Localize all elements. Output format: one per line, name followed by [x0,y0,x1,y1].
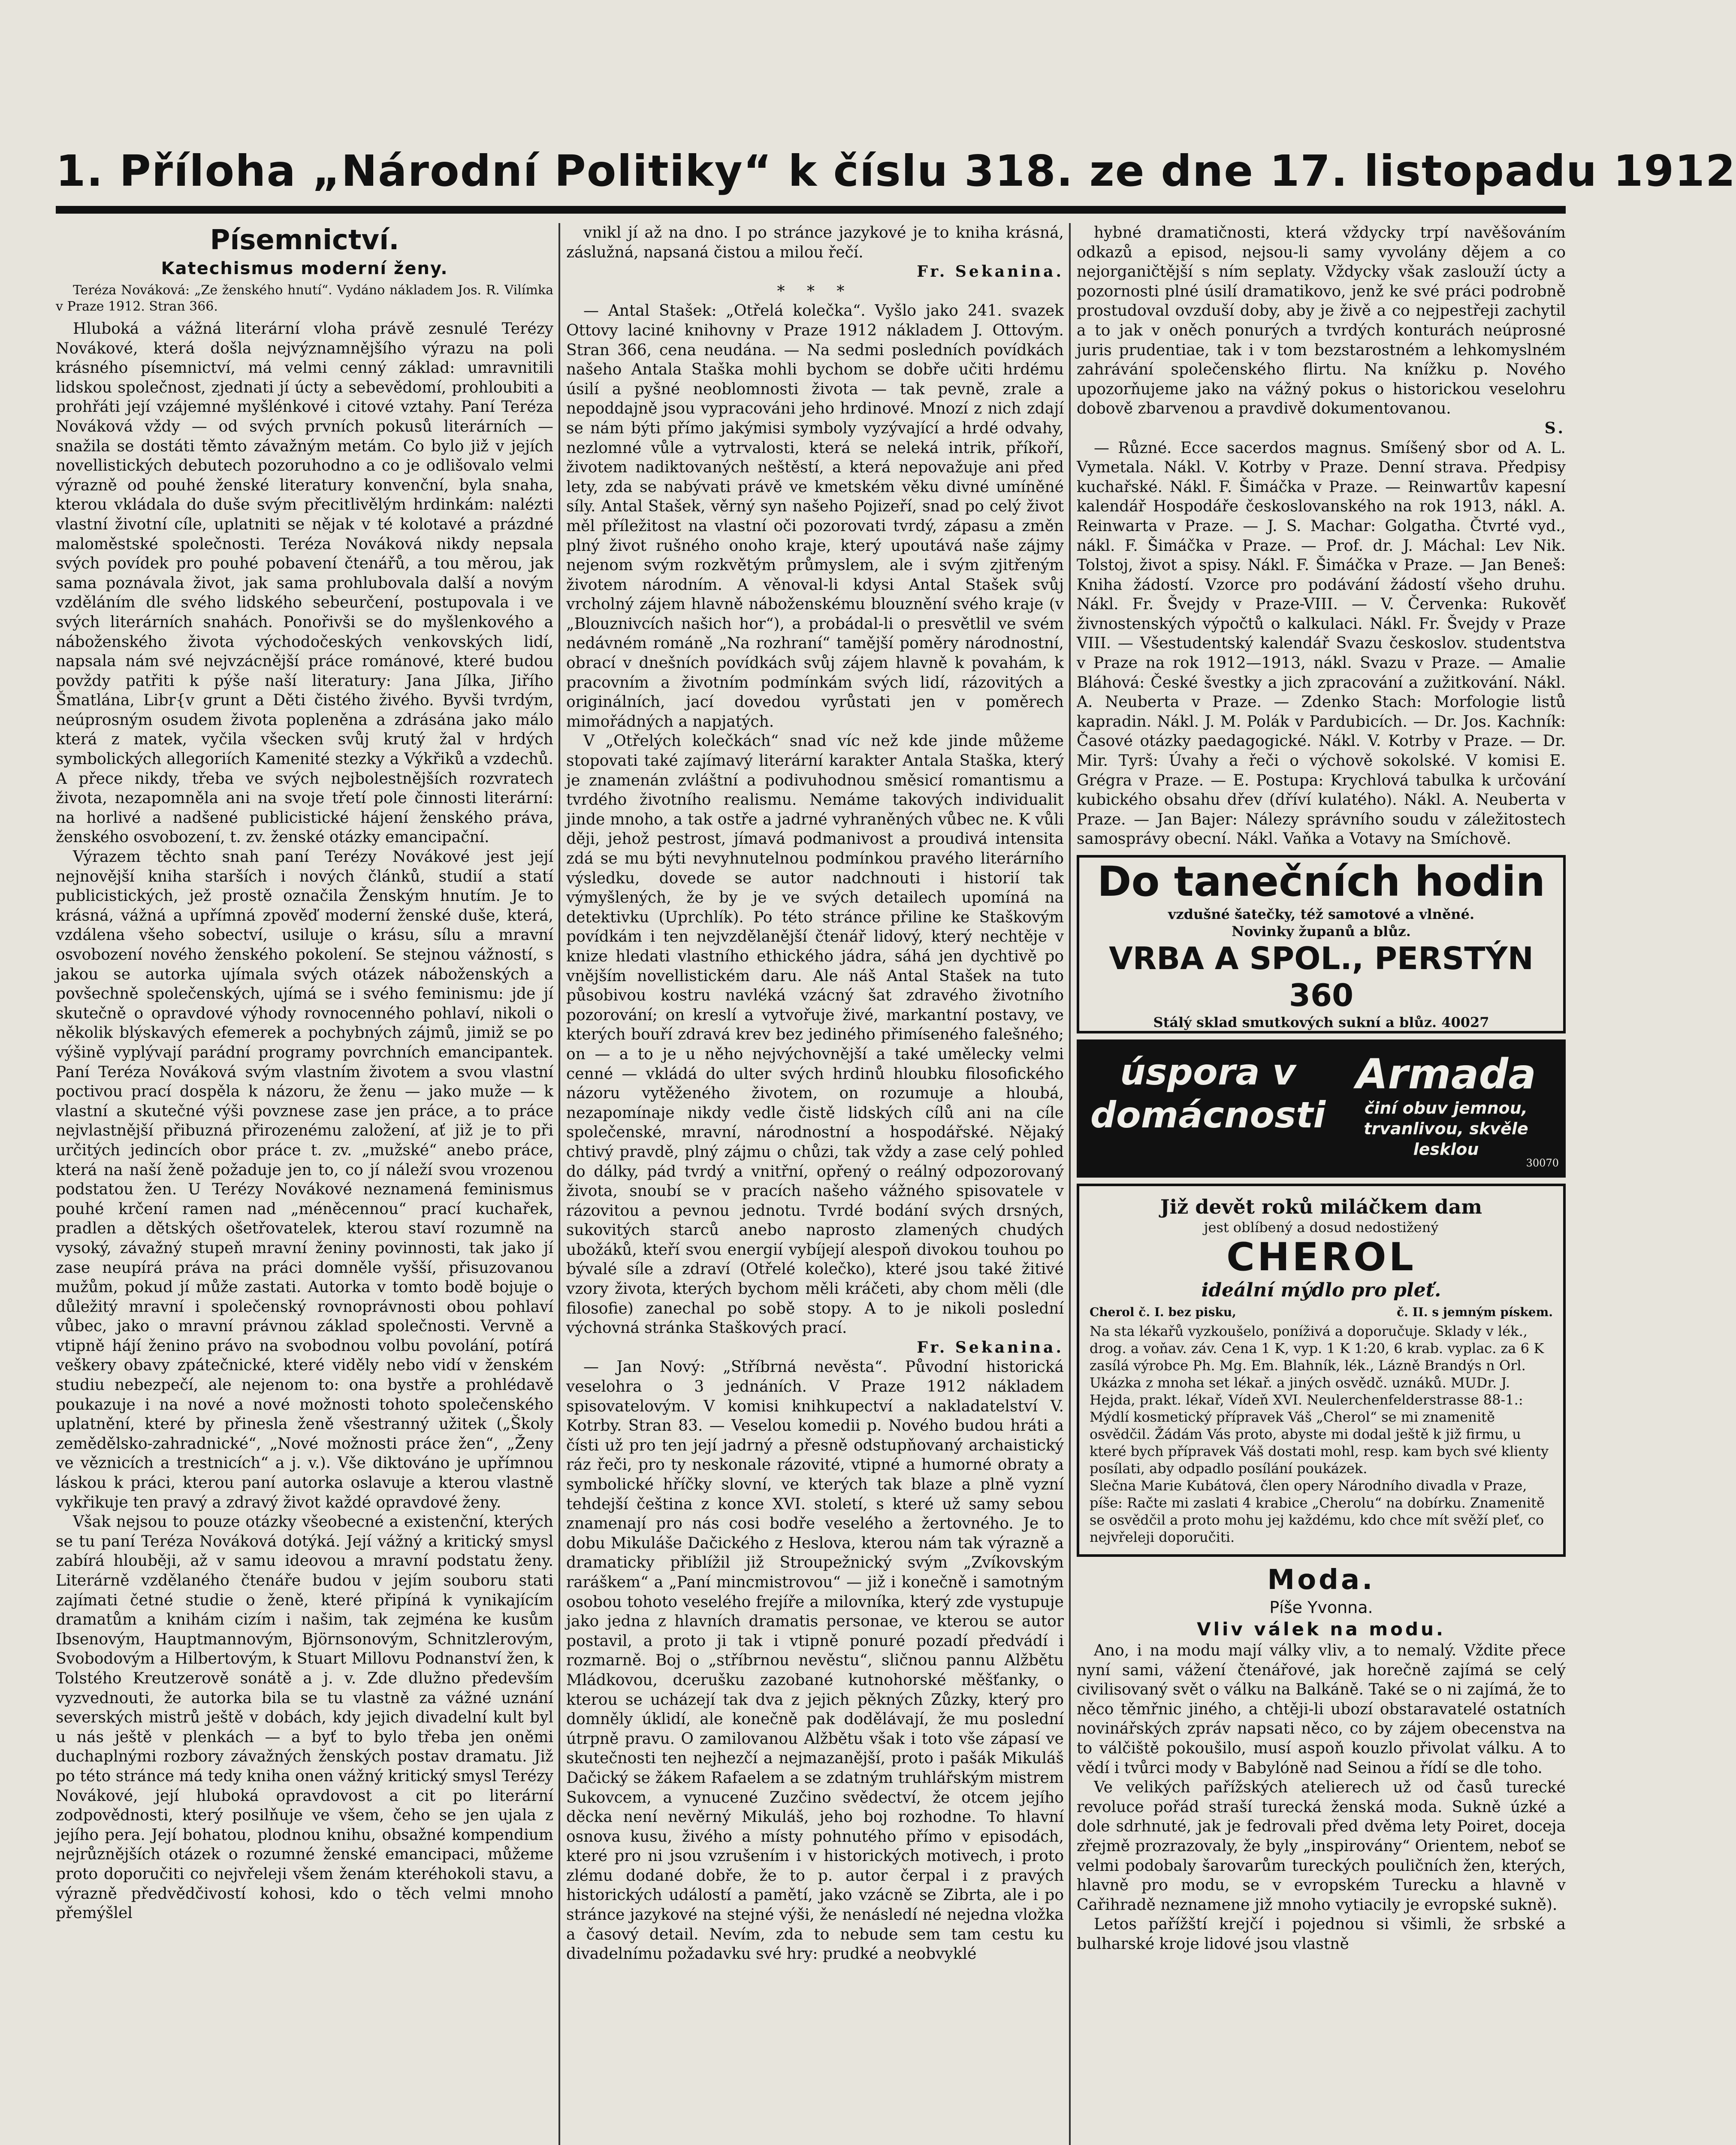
ad-title: Již devět roků miláčkem dam [1160,1195,1482,1218]
advertisement-cherol [1077,1184,1566,1557]
advertisement-armada [1077,1039,1566,1178]
ad-variant-right: č. II. s jemným pískem. [1397,1305,1553,1319]
signature: S. [1544,419,1566,437]
ad-line: Novinky županů a blůz. [1232,923,1411,940]
paragraph: Letos pařížští krejčí i pojednou si všimli, že srbské a bulharské kroje lidové jsou vlastně [1077,1915,1566,1953]
signature: Fr. Sekanina. [917,1338,1064,1356]
paragraph: hybné dramatičnosti, která vždycky trpí navěšováním odkazů a episod, nejsou-li samy vyvolány dějem a co nejorganičtější s ním seplaty. Vždycky však zaslouží úcty a pozornosti plné úsilí dramatikovo, jenž ke své práci podrobně prostudoval ovzduší doby, aby je živě a co nejpestřeji zachytil a to jak v oněch ponurých a tvrdých konturách neúprosné juris prudentiae, tak i v tom bezstarostném a lehkomyslném zahrávání společenského flirtu. Na knížku p. Nového upozorňujeme jako na vážný pokus o historickou veselohru dobově zbarvenou a pravdivě dokumentovanou. [1077,224,1566,418]
paragraph: — Jan Nový: „Stříbrná nevěsta“. Původní historická veselohra o 3 jednáních. V Praze 1912 nákladem spisovatelovým. V komisi knihkupectví a nakladatelství V. Kotrby. Stran 83. — Veselou komedii p. Nového budou hráti a čísti už pro ten její jadrný a přesně odstupňovaný archaistický ráz řeči, pro ty neskonale rázovité, vtipné a humorné obraty a symbolické hříčky slovní, ve kterých tak blaze a plně vyzní tehdejší čeština z konce XVI. století, s které už samy sebou znamenají pro nás cosi bodře veselého a žertovného. Je to dobu Mikuláše Dačického z Heslova, kterou nám tak výrazně a dramaticky přiblížil již Stroupežnický svým „Zvíkovským raráškem“ a „Paní mincmistrovou“ — již i konečně i samotným osobou tohoto veselého frejíře a milovníka, který zde vystupuje jako jedna z hlavních dramatis personae, ve kterou se autor postavil, a proto ji tak i vtipně ponuré pozadí předvádí i rozmarně. Boj o „stříbrnou nevěstu“, sličnou pannu Alžbětu Mládkovou, dcerušku zazobané kutnohorské měšťanky, o kterou se ucházejí tak dva z jejich pěkných Zůzky, který pro domněly úklidí, ale konečně pak dodělávají, že mu poslední útrpně pravu. O zamilovanou Alžbětu však i toto vše zápasí ve skutečnosti ten nejhezčí a nejmazanější, proto i pašák Mikuláš Dačický se žákem Rafaelem a se zdatným truhlářským mistrem Sukovcem, a vynucené Zuzčino svědectví, že otcem jejího děcka není nevěrný Mikuláš, jeho boj rozhodne. To hlavní osnova kusu, živého a místy pohnutého přímo v episodách, které pro ni jsou vzrušením i v historických motivech, i proto zlému dodané dobře, že to p. autor čerpal i z pravých historických událostí a pamětí, jako vzácně se Zibrta, ale i po stránce jazykové na stejné výši, že nenásledí né nejedna vložka a časový detail. Nevím, zda to nebude sem tam cestu ku divadelnímu požadavku své hry: prudké a neobvyklé [566,1358,1064,1963]
column-3 [1077,223,1566,2145]
ad-tagline: činí obuv jemnou, trvanlivou, skvěle lesklou [1364,1099,1528,1159]
article-byline: Teréza Nováková: „Ze ženského hnutí“. Vydáno nákladem Jos. R. Vilímka v Praze 1912. Stran 366. [56,283,553,314]
column-1 [56,223,553,2145]
column-divider [1069,223,1071,2145]
misc-notices: — Různé. Ecce sacerdos magnus. Smíšený sbor od A. L. Vymetala. Nákl. V. Kotrby v Praze. Denní strava. Předpisy kuchařské. Nákl. F. Šimáčka v Praze. — Reinwartův kapesní kalendář Hospodáře českoslovanského na rok 1913, nákl. A. Reinwarta v Praze. — J. S. Machar: Golgatha. Čtvrté vyd., nákl. F. Šimáčka v Praze. — Prof. dr. J. Máchal: Lev Nik. Tolstoj, život a spisy. Nákl. F. Šimáčka v Praze. — Jan Beneš: Kniha žádostí. Vzorce pro podávání žádostí všeho druhu. Nákl. Fr. Švejdy v Praze-VIII. — V. Červenka: Rukověť živnostenských výpočtů o kalkulaci. Nákl. Fr. Švejdy v Praze VIII. — Všestudentský kalendář Svazu českoslov. studentstva v Praze na rok 1912—1913, nákl. Svazu v Praze. — Amalie Bláhová: České švestky a jich zpracování a zužitkování. Nákl. A. Neuberta v Praze. — Zdenko Stach: Morfologie listů kapradin. Nákl. J. M. Polák v Pardubicích. — Dr. Jos. Kachník: Časové otázky paedagogické. Nákl. V. Kotrby v Praze. — Dr. Mir. Tyrš: Úvahy a řeči o výchově sokolské. V komisi E. Grégra v Praze. — E. Postupa: Krychlová tabulka k určování kubického obsahu dřev (dříví kulatého). Nákl. A. Neuberta v Praze. — Jan Bajer: Nálezy správního soudu v záležitostech samosprávy obecní. Nákl. Vaňka a Votavy na Smíchově. [1077,439,1566,848]
ad-body: Ukázka z mnoha set lékař. a jiných osvědč. uznáků. MUDr. J. Hejda, prakt. lékař, Vídeň XVI. Neulerchenfelderstrasse 88-1.: Mýdlí kosmetický přípravek Váš „Cherol“ se mi znamenitě osvědčil. Žádám Vás proto, abyste mi dodal ještě k již firmu, u které bych přípravek Váš dostati mohl, resp. kam bych své klienty posílati, aby odpadlo posílání poukázek. [1090,1375,1549,1477]
column-2 [566,223,1064,2145]
article-title: Katechismus moderní ženy. [161,259,448,278]
paragraph: Ve velikých pařížských atelierech už od časů turecké revoluce pořád straší turecká ženská moda. Sukně úzké a dole sdrhnuté, jak je fedrovali před dvěma lety Poiret, doceja zřejmě prozrazovaly, že byly „inspirovány“ Orientem, neboť se velmi podobaly šarovarům tureckých pouličních žen, kterých, hlavně pro modu, se v evropském Turecku a hlavně v Cařihradě neznamene již mnoho vytiacily je evropské sukně). [1077,1779,1566,1914]
ad-slogan: úspora v domácnosti [1090,1051,1326,1136]
moda-author: Píše Yvonna. [1269,1598,1373,1617]
ad-headline: Do tanečních hodin [1097,858,1546,906]
paragraph: vnikl jí až na dno. I po stránce jazykové je to kniha krásná, záslužná, napsaná čistou a milou řečí. [566,224,1064,261]
paragraph: Hluboká a vážná literární vloha právě zesnulé Terézy Novákové, která došla nejvýznamnějšího výrazu na poli krásného písemnictví, má velmi cenný základ: umravnitili lidskou společnost, zjednati jí úcty a sebevědomí, prohloubiti a prohřáti její vzájemné myšlénkové i citové vztahy. Paní Teréza Nováková vždy — od svých prvních pokusů literárních — snažila se dostáti těmto závažným metám. Co bylo již v jejích novellistických debutech pozoruhodno a co je odlišovalo velmi výrazně od pouhé ženské literatury konvenční, byla snaha, kterou vkládala do duše svým přecitlivělým hrdinkám: nalézti vlastní životní cíle, uplatniti se nějak v té kolotavé a prázdné maloměstské společnosti. Teréza Nováková nikdy nepsala svých povídek pro pouhé pobavení čtenářů, a tou měrou, jak sama poznávala život, jak sama prohlubovala další a novým vzděláním dle svého lidského sebeurčení, postupovala i ve svých literárních snahách. Ponořivši se do myšlenkového a náboženského života východočeských venkovských lidí, napsala nám své nejvzácnější práce románové, které budou povždy patřiti k pýše naší literatury: Jana Jílka, Jiřího Šmatlána, Libr{v grunt a Děti čistého živého. Byvši tvrdým, neúprosným osudem života popleněna a zdrásána jako málo která z matek, vyčila všecken svůj krutý žal v hrdých symbolických allegoriích Kamenité stezky a Výkřiků a vzdechů. A přece nikdy, třeba ve svých nejbolestnějších rozvratech života, nezapomněla ani na svoje třetí pole činnosti literární: na horlivé a nadšené publicistické hájení ženského práva, ženského osvobození, t. zv. ženské otázky emancipační. [56,320,553,846]
ad-brand: Armada [1356,1050,1536,1098]
ad-subtitle: jest oblíbený a dosud nedostižený [1204,1219,1439,1236]
ad-body: Slečna Marie Kubátová, člen opery Národního divadla v Praze, píše: Račte mi zaslati 4 krabice „Cherolu“ na dobírku. Znamenitě se osvědčil a proto mohu jej každému, kdo chce mít svěží pleť, co nejvřeleji doporučiti. [1090,1477,1545,1545]
ad-brand: CHEROL [1226,1235,1416,1280]
ad-brand-block [1337,1051,1555,1160]
moda-heading: Vliv válek na modu. [1197,1619,1446,1640]
ad-variants [1090,1305,1553,1320]
advertisement-dance-lessons [1077,855,1566,1033]
ad-line: vzdušné šatečky, též samotové a vlněné. [1168,906,1475,922]
separator-stars: * * * [777,282,853,300]
section-title: Písemnictví. [210,224,399,256]
ad-line: Stálý sklad smutkových sukní a blůz. 40027 [1153,1014,1489,1030]
ad-code: 30070 [1526,1157,1559,1169]
signature: Fr. Sekanina. [917,263,1064,281]
ad-tagline: ideální mýdlo pro pleť. [1201,1279,1441,1301]
ad-body: Na sta lékařů vyzkoušelo, poníživá a doporučuje. Sklady v lék., drog. a voňav. záv. Cena 1 K, vyp. 1 K 1:20, 6 krab. vyplac. za 6 K zasílá výrobce Ph. Mg. Em. Blahník, lék., Lázně Brandýs n Orl. [1090,1323,1544,1374]
paragraph: — Antal Stašek: „Otřelá kolečka“. Vyšlo jako 241. svazek Ottovy laciné knihovny v Praze 1912 nákladem J. Ottovým. Stran 366, cena neudána. — Na sedmi posledních povídkách našeho Antala Staška mohli bychom se dobře učiti hrdému úsilí a pyšné neoblomnosti života — tak pevně, zrale a nepoddajně jsou vypracováni jeho hrdinové. Mnozí z nich zdají se nám býti přímo jakýmisi symboly vyzývající a hrdé odvahy, nezlomné vůle a vytrvalosti, která se neleká intrik, příkoří, životem nadiktovaných neštěstí, a která nepovažuje ani před lety, zda se nabývati právě ve kmetském věku divné umíněné síly. Antal Stašek, věrný syn našeho Pojizeří, snad po celý život měl příležitost na vlastní oči pozorovati tvrdý, zápasu a změn plný život rušného onoho kraje, který upoutává naše zájmy nejenom svým rozkvětým průmyslem, ale i svým zjitřeným životem národním. A věnoval-li kdysi Antal Stašek svůj vrcholný zájem hlavně náboženskému blouznění svého kraje (v „Blouznivcích našich hor“), a probádal-li o presvětlil ve svém nedávném románě „Na rozhraní“ tamější poměry národnostní, obrací v dnešních povídkách svůj zájem hlavně k povahám, k pracovním a životním podmínkám svých lidí, rázovitých a originálních, jací dovedou vyrůstati jen v poměrech mimořádných a napjatých. [566,302,1064,731]
paragraph: Ano, i na modu mají války vliv, a to nemalý. Vždite přece nyní sami, vážení čtenářové, jak horečně zajímá se celý civilisovaný svět o válku na Balkáně. Také se o ni zajímá, že to něco těmřnic jiného, a chtěji-li ubozí obstaravatelé ostatních novinářských zpráv napsati něco, co by zájem obecenstva na to válčiště pokoušilo, musí aspoň kouzlo přivolat válku. A to vědí i tvůrci mody v Babylóně nad Seinou a řídí se dle toho. [1077,1642,1566,1777]
moda-title: Moda. [1267,1564,1375,1596]
page-masthead: 1. Příloha „Národní Politiky“ k číslu 318. ze dne 17. listopadu 1912 [56,146,1736,196]
ad-variant-left: Cherol č. I. bez pisku, [1090,1305,1236,1319]
paragraph: V „Otřelých kolečkách“ snad víc než kde jinde můžeme stopovati také zajímavý literární karakter Antala Staška, který je znamenán zvláštní a podivuhodnou směsicí romantismu a tvrdého životního realismu. Nemáme takových individualit jinde mnoho, a tak ostře a jadrné vyhraněných vůbec ne. K vůli ději, jehož pestrost, jímavá podmanivost a proudivá intensita zdá se mu býti nevyhnutelnou podmínkou pravého literárního výsledku, dovede se autor nadchnouti i historií tak výmyšlených, že by je ve svých detailech upomíná na detektivku (Uprchlík). Po této stránce přiline ke Staškovým povídkám i ten nejvzdělanější čtenář lidový, který nechtěje v knize hledati vlastního ethického jádra, sáhá jen dychtivě po vnějším novellistickém daru. Ale náš Antal Stašek na tuto působivou kostru navléká vzácný šat zdravého životního pozorování; on kreslí a vytvořuje živé, markantní postavy, ve kterých bouří zdravá krev bez jediného přimíseného falešného; on — a to je u něho nejvýchovnější a také umělecky velmi cenné — vkládá do ulter svých hrdinů hloubku filosofického názoru vytěženého životem, on rozumuje a hloubá, nezapomínaje nikdy vedle čistě lidských cílů ani na cíle společenské, mravní, národnostní a hospodářské. Nějaký chtivý pravdě, plný zájmu o chůzi, tak vždy a zase celý pohled do dálky, pád tvrdý a vnitřní, opřený o reálný odpozorovaný života, snoubí se v pracích našeho vážného spisovatele v rázovitou a pevnou jednotu. Tvrdé bodání svých drsných, sukovitých starců anebo naprosto zlamených chudých ubožáků, kteří svou energií vybíjejí alespoň divokou touhou po bývalé síle a zdraví (Otřelé kolečko), které jsou také žitivé vzory života, kterých bychom měli kráčeti, aby chom měli (dle filosofie) zanechal po sobě stopy. A to je nikoli poslední výchovná stránka Staškových prací. [566,732,1064,1337]
ad-firm: VRBA A SPOL., PERSTÝN 360 [1109,940,1534,1013]
column-divider [559,223,560,2145]
paragraph: Však nejsou to pouze otázky všeobecné a existenční, kterých se tu paní Teréza Nováková dotýká. Její vážný a kritický smysl zabírá hlouběji, až v samu ideovou a mravní podstatu ženy. Literárně vzdělaného čtenáře budou v jejím souboru stati zajímati četné studie o ženě, které připíná k vynikajícím dramatům a knihám cizím i našim, tak zejména ke kusům Ibsenovým, Hauptmannovým, Björnsonovým, Schnitzlerovým, Svobodovým a Hilbertovým, k Stuart Millovu Podnanství žen, k Tolstého Kreutzerově sonátě a j. v. Zde dlužno především vyzvednouti, že autorka bila se tu vlastně za vážné uznání severských mistrů ještě v dobách, kdy jejich divadelní kult byl u nás ještě v plenkách — a byť to bylo třeba jen oněmi duchaplnými rozbory závažných ženských postav dramatu. Již po této stránce má tedy kniha onen vážný kritický smysl Terézy Novákové, její hluboká opravdovost a cit po literární zodpovědnosti, který posilňuje ve všem, čeho se jen ujala z jejího pera. Její bohatou, plodnou knihu, obsažné kompendium nejrůznějších otázek o rozumné ženské emancipaci, můžeme proto doporučiti co nejvřeleji všem ženám kteréhokoli stavu, a výrazně předvědčivostí kohosi, kdo o těch velmi mnoho přemýšlel [56,1513,553,1922]
paragraph: Výrazem těchto snah paní Terézy Novákové jest její nejnovější kniha starších i nových článků, studií a statí publicistických, jež prostě označila Ženským hnutím. Je to krásná, vážná a upřímná zpověď moderní ženské duše, která, vzdálena všeho sobectví, usiluje o krásu, sílu a mravní osvobození nového ženského pokolení. Se stejnou vážností, s jakou se autorka ujímala svých otázek náboženských a povšechně společenských, ujímá se i svého feminismu: jde jí skutečně o opravdové výhody rovnocenného pohlaví, nikoli o několik blýskavých efemerek a pochybných zájmů, jimiž se po výšině vyplývají parádní programy povrchních emancipantek. Paní Teréza Nováková svým vlastním životem a svou vlastní poctivou prací dospěla k názoru, že ženu — jako muže — k vlastní a skutečné výši povznese zase jen práce, a to práce nejvlastnější přibuzná přirozenému založení, ať již je to při určitých jedincích obor práce t. zv. „mužské“ anebo práce, která na naší ženě požaduje jen to, co jí náleží svou vrozenou podstatou žen. U Terézy Novákové neznamená feminismus pouhé krčení ramen nad „méněcennou“ prací kuchařek, pradlen a dětských ošetřovatelek, kterou staví rozumně na vysoký, závažný stupeň mravní ženiny povinnosti, tak jako jí zase neupírá práva na práci domněle vyšší, přisuzovanou mužům, pokud jí může zastati. Autorka v tomto bodě bojuje o důležitý mravní i společenský rovnoprávnosti obou pohlaví vůbec, jako o mravní právnou základ společnosti. Vervně a vtipně hájí ženino právo na svobodnou volbu povolání, potírá veškery obavy zpátečnické, které viděly nebo vidí v ženském studiu nebezpečí, ale nejenom to: ona bystře a prohlédavě poukazuje i na nové a nové možnosti tohoto společenského uplatnění, které by přinesla ženě všestranný užitek („Školy zemědělsko-zahradnické“, „Nové možnosti práce žen“, „Ženy ve věznicích a trestnicích“ a j. v.). Vše diktováno je upřímnou láskou k práci, kterou paní autorka oslavuje a kterou vlastně vykřikuje ten pravý a zdravý život každé opravdové ženy. [56,848,553,1511]
masthead-rule [56,206,1566,214]
